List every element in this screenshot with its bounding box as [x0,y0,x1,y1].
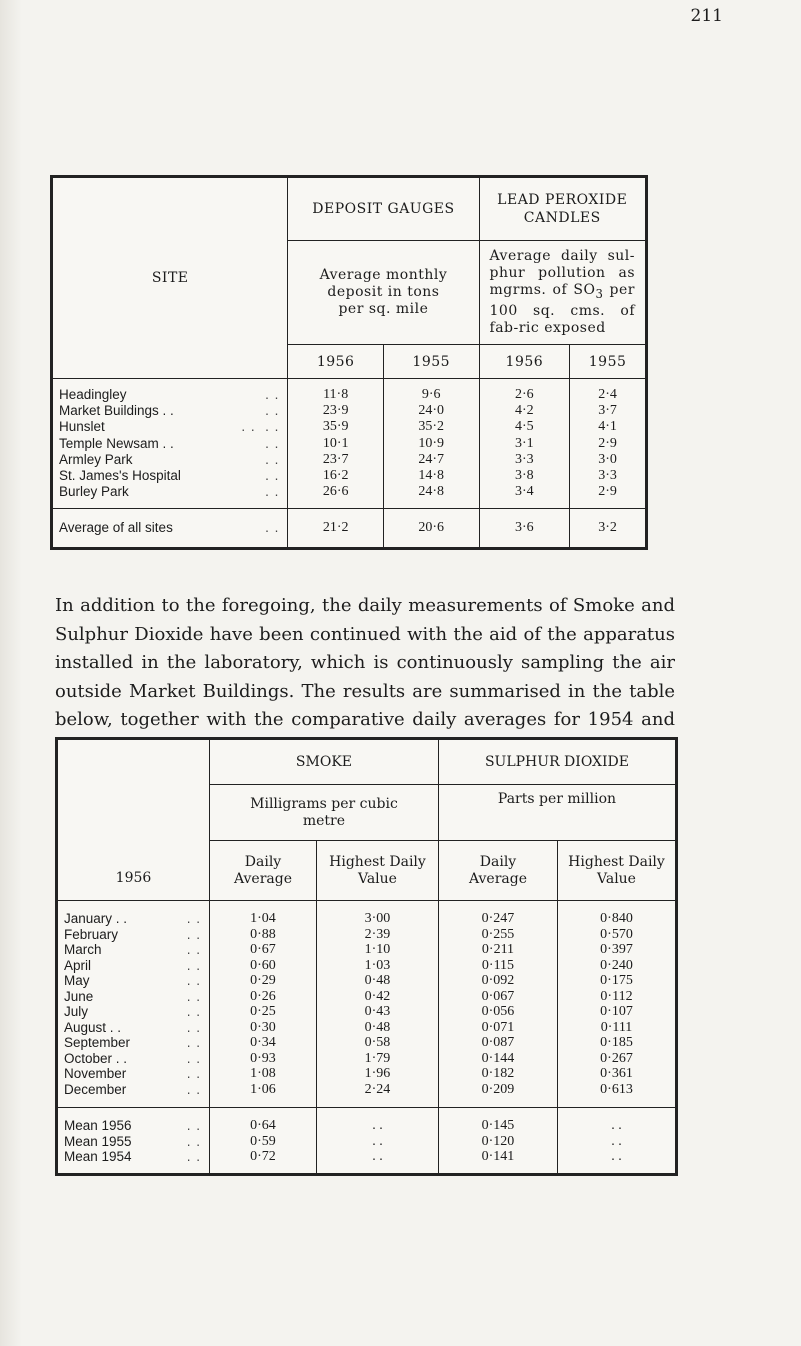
col-daily-average [209,841,316,901]
smoke-units-text: Milligrams per cubic metre [250,795,398,829]
leader-dots: . . [186,1081,201,1097]
cell: 4·1 [570,419,647,435]
cell: 1·06 [209,1082,316,1108]
cell: 3·3 [570,468,647,484]
cell: 3·0 [570,452,647,468]
row-label [57,942,210,958]
so2-units [438,785,676,841]
row-label-text: June [64,988,94,1004]
cell: 1·04 [209,901,316,927]
cell: 0·59 [209,1134,316,1150]
site-label: Market Buildings . . [59,403,174,419]
lead-units [479,241,646,345]
leader-dots: . . [265,387,280,402]
row-label [57,973,210,989]
leader-dots: . . [186,926,201,942]
deposit-units-text: Average monthly deposit in tons per sq. mile [319,267,448,317]
site-name [52,403,288,419]
site-name [52,379,288,404]
cell: 0·141 [438,1149,557,1174]
row-label-text: September [64,1035,131,1050]
cell: 0·071 [438,1020,557,1036]
cell: 0·067 [438,989,557,1005]
cell: 16·2 [288,468,384,484]
row-label-text: October . . [64,1050,128,1066]
table-row [57,942,677,958]
site-label: Armley Park [59,451,133,467]
leader-dots: . . [265,468,280,484]
smoke-so2-table [55,737,678,1176]
row-label [57,1051,210,1067]
row-label [57,1108,210,1134]
site-name [52,484,288,509]
cell: 11·8 [288,379,384,404]
cell: 0·175 [558,973,677,989]
row-label-text: March [64,942,102,957]
cell: 10·9 [383,436,479,452]
table-row [57,1051,677,1067]
site-label: Temple Newsam . . [59,435,174,451]
cell: 3·8 [479,468,570,484]
year-col: 1956 [479,345,570,379]
cell: 0·840 [558,901,677,927]
cell: 0·72 [209,1149,316,1174]
cell: 0·570 [558,927,677,943]
cell: 0·361 [558,1066,677,1082]
site-label: Hunslet [59,419,105,435]
table-row [57,1134,677,1150]
cell: 0·120 [438,1134,557,1150]
row-label-text: May [64,973,90,988]
cell: 3·7 [570,403,647,419]
cell: 0·25 [209,1004,316,1020]
cell: 0·34 [209,1035,316,1051]
pollution-table [50,175,648,550]
average-row [52,509,647,549]
col-label: Daily Average [468,853,527,887]
table-row [52,484,647,509]
cell: 0·267 [558,1051,677,1067]
table-row [57,1149,677,1174]
cell: 10·1 [288,436,384,452]
leader-dots: . . [186,1133,201,1149]
cell: 3·3 [479,452,570,468]
body-paragraph: In addition to the foregoing, the daily measurements of Smoke and Sulphur Dioxide have been continued with the aid of the apparatus installed in the laboratory, which is continuously sampling the air outside Market Buildings. The results are summarised in the table below, together with the comparative daily averages for 1954 and [55,595,675,730]
col-daily-average [438,841,557,901]
table-row [57,1082,677,1108]
page-binding-shadow [0,0,22,1346]
cell: 0·056 [438,1004,557,1020]
lead-peroxide-title: LEAD PEROXIDE CANDLES [497,192,628,226]
cell: 0·145 [438,1108,557,1134]
year-col: 1955 [383,345,479,379]
cell: 0·112 [558,989,677,1005]
leader-dots: . . [186,1019,201,1035]
site-name [52,436,288,452]
col-highest-value [558,841,677,901]
table-row [57,973,677,989]
cell: 0·111 [558,1020,677,1036]
cell: 0·48 [317,973,439,989]
leader-dots: . . [186,1004,201,1019]
cell: 35·9 [288,419,384,435]
table-row [52,403,647,419]
leader-dots: . . [265,435,280,451]
site-name [52,452,288,468]
table-row [57,1004,677,1020]
row-label [57,989,210,1005]
cell: 2·39 [317,927,439,943]
row-label-text: January . . [64,911,128,926]
cell: 0·48 [317,1020,439,1036]
lead-units-text-1: Average daily sul-phur pollution as mgrms. of SO [489,248,635,299]
row-label-text: Mean 1956 [64,1118,132,1133]
site-name [52,468,288,484]
cell: 0·240 [558,958,677,974]
year-col: 1956 [288,345,384,379]
leader-dots: . . [186,1066,201,1081]
col-label: Highest Daily Value [568,853,665,887]
cell: 0·43 [317,1004,439,1020]
table-row [57,927,677,943]
lead-units-text-2: per 100 sq. cms. of fab-ric exposed [489,282,635,336]
cell: 0·42 [317,989,439,1005]
monthly-rows [57,901,677,1108]
smoke-units [209,785,438,841]
cell: 35·2 [383,419,479,435]
cell: 1·08 [209,1066,316,1082]
table-row [57,1066,677,1082]
cell: 3·1 [479,436,570,452]
row-label-text: Mean 1954 [64,1149,132,1164]
col-label: Highest Daily Value [329,853,426,887]
leader-dots: . . [186,957,201,973]
table-row [52,468,647,484]
cell: 1·96 [317,1066,439,1082]
row-label [57,901,210,927]
deposit-gauges-header: DEPOSIT GAUGES [288,177,479,241]
cell: 26·6 [288,484,384,509]
year-col: 1955 [570,345,647,379]
cell: 0·107 [558,1004,677,1020]
leader-dots: . . [265,403,280,419]
leader-dots: . . [186,1050,201,1066]
cell: . . [317,1108,439,1134]
row-label-text: February [64,926,119,942]
row-label [57,958,210,974]
cell: 3·2 [570,509,647,549]
cell: 0·092 [438,973,557,989]
table-row [52,452,647,468]
cell: 23·7 [288,452,384,468]
leader-dots: . . [186,942,201,957]
average-label-text: Average of all sites [59,520,173,536]
row-label-text: December [64,1081,127,1097]
leader-dots: . . [186,1149,201,1164]
so2-header: SULPHUR DIOXIDE [438,739,676,785]
site-header: SITE [52,177,288,379]
table-row [57,1108,677,1134]
leader-dots: . . . . [241,419,280,435]
cell: 20·6 [383,509,479,549]
cell: . . [558,1108,677,1134]
table-row [57,1020,677,1036]
cell: 24·7 [383,452,479,468]
cell: 0·60 [209,958,316,974]
site-name [52,419,288,435]
leader-dots: . . [265,484,280,500]
cell: 0·185 [558,1035,677,1051]
so2-units-text: Parts per million [497,791,617,807]
cell: 0·93 [209,1051,316,1067]
cell: 3·00 [317,901,439,927]
cell: 0·247 [438,901,557,927]
leader-dots: . . [186,988,201,1004]
cell: 0·88 [209,927,316,943]
cell: 14·8 [383,468,479,484]
leader-dots: . . [265,451,280,467]
row-label [57,927,210,943]
cell: 0·211 [438,942,557,958]
cell: . . [317,1134,439,1150]
cell: 0·67 [209,942,316,958]
cell: 1·10 [317,942,439,958]
cell: 0·64 [209,1108,316,1134]
cell: 0·255 [438,927,557,943]
cell: 0·144 [438,1051,557,1067]
col-highest-value [317,841,439,901]
page-number: 211 [690,6,723,26]
cell: 1·03 [317,958,439,974]
table-row [57,1035,677,1051]
row-label-text: August . . [64,1019,122,1035]
site-label: Burley Park [59,484,129,500]
site-label: Headingley [59,387,127,402]
cell: 0·087 [438,1035,557,1051]
deposit-units [288,241,479,345]
row-label [57,1020,210,1036]
year-header [57,739,210,901]
site-label: St. James's Hospital [59,468,181,484]
lead-units-subscript: 3 [595,286,604,301]
row-label [57,1035,210,1051]
cell: 2·9 [570,484,647,509]
table-row [57,989,677,1005]
average-label [52,509,288,549]
row-label [57,1149,210,1174]
row-label [57,1004,210,1020]
table-row [52,419,647,435]
row-label-text: November [64,1066,127,1081]
cell: 0·29 [209,973,316,989]
row-label [57,1134,210,1150]
year-header-text: 1956 [115,870,152,886]
table-row [52,436,647,452]
cell: 4·2 [479,403,570,419]
cell: . . [558,1134,677,1150]
cell: . . [317,1149,439,1174]
cell: 1·79 [317,1051,439,1067]
cell: 0·397 [558,942,677,958]
cell: 0·26 [209,989,316,1005]
cell: 9·6 [383,379,479,404]
leader-dots: . . [186,1035,201,1050]
row-label [57,1066,210,1082]
lead-peroxide-header [479,177,646,241]
row-label [57,1082,210,1108]
cell: 24·8 [383,484,479,509]
cell: 0·209 [438,1082,557,1108]
cell: 2·6 [479,379,570,404]
cell: 3·4 [479,484,570,509]
cell: 0·58 [317,1035,439,1051]
cell: . . [558,1149,677,1174]
mean-rows [57,1108,677,1175]
table-row [57,958,677,974]
row-label-text: Mean 1955 [64,1133,132,1149]
cell: 2·9 [570,436,647,452]
leader-dots: . . [265,520,280,536]
leader-dots: . . [186,1118,201,1133]
cell: 3·6 [479,509,570,549]
cell: 2·4 [570,379,647,404]
cell: 0·115 [438,958,557,974]
cell: 0·182 [438,1066,557,1082]
smoke-header: SMOKE [209,739,438,785]
leader-dots: . . [186,973,201,988]
cell: 2·24 [317,1082,439,1108]
cell: 23·9 [288,403,384,419]
row-label-text: July [64,1004,89,1019]
col-label: Daily Average [233,853,292,887]
cell: 4·5 [479,419,570,435]
cell: 21·2 [288,509,384,549]
leader-dots: . . [186,911,201,926]
cell: 0·613 [558,1082,677,1108]
table-row [52,379,647,404]
cell: 24·0 [383,403,479,419]
table-row [57,901,677,927]
cell: 0·30 [209,1020,316,1036]
row-label-text: April [64,957,92,973]
